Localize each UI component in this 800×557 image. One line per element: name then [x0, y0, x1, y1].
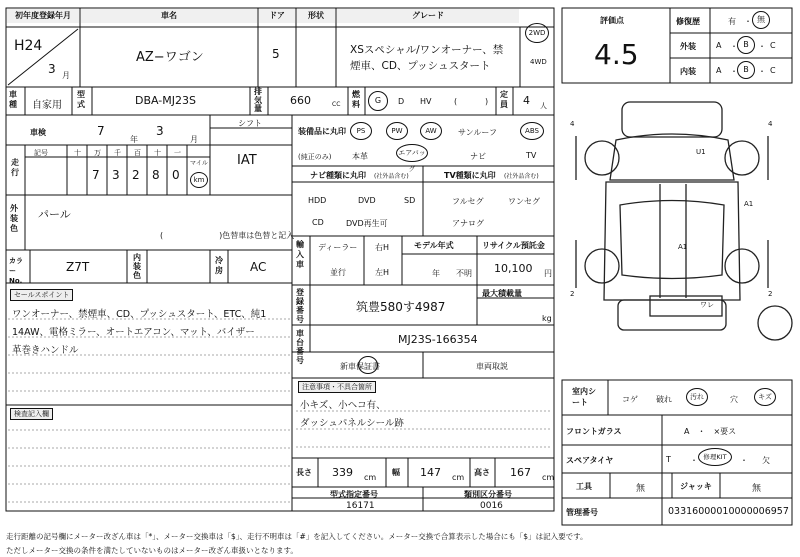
tv-sub: (社外品含む)	[504, 173, 539, 180]
class-no-value: 0016	[480, 501, 503, 511]
interior-seat-label: 室内シート	[572, 387, 596, 407]
exterior-color-value: パール	[38, 208, 71, 221]
tv-label: TV種類に丸印	[444, 171, 496, 180]
warranty-new: 新車保証書	[340, 362, 380, 371]
seat-tear: 破れ	[656, 395, 672, 404]
navi-cd: CD	[312, 218, 324, 227]
mileage-digit: 0	[172, 168, 180, 182]
navi-sub: (社外品含む)	[374, 173, 409, 180]
registration-value: 筑豊580す4987	[356, 300, 446, 314]
repair-yes: 有	[728, 17, 736, 26]
spare-t: T	[666, 455, 671, 464]
ac-value: AC	[250, 260, 267, 274]
place-label-ten-man: 十	[74, 149, 81, 157]
spare-sep: ・	[690, 456, 698, 465]
grade-label: グレード	[337, 9, 519, 23]
equipment-sub: (純正のみ)	[298, 153, 332, 161]
type-no-value: 16171	[346, 501, 375, 511]
car-name: AZ−ワゴン	[136, 50, 204, 65]
shape-label: 形状	[297, 9, 335, 23]
sales-point-line: 革巻きハンドル	[12, 345, 79, 356]
mileage-digit: 2	[132, 168, 140, 182]
inspector-label: 検査記入欄	[10, 408, 53, 420]
note-line: ダッシュパネルシール跡	[300, 418, 404, 429]
mileage-unit-mile: マイル	[190, 160, 208, 167]
equip-abs-circled: ABS	[520, 122, 544, 140]
diagram-corner-label: 4	[570, 120, 575, 128]
warranty-manual: 車両取説	[476, 362, 508, 371]
equip-sunroof: サンルーフ	[458, 128, 497, 137]
footer-note-line: 走行距離の記号欄にメーター改ざん車は「*」、メーター交換車は「$」、走行不明車は「#」を記入してください。メーター交換で合算表示した場合にも「$」は記入要です。	[6, 532, 588, 541]
exterior-color-label: 外装色	[10, 204, 18, 233]
diagram-corner-label: 4	[768, 120, 773, 128]
damage-mark-u1: U1	[696, 148, 706, 156]
sales-points-label: セールスポイント	[10, 289, 73, 301]
damage-mark-a1: A1	[744, 200, 754, 208]
recycle-value: 10,100	[494, 262, 533, 275]
equip-ps-circled: PS	[350, 122, 372, 140]
length-value: 339	[332, 466, 353, 479]
length-unit: cm	[364, 473, 377, 482]
repair-history-label: 修復歴	[676, 17, 700, 26]
ext-grade-c: C	[770, 41, 776, 50]
mgmt-no-label: 管理番号	[566, 508, 598, 517]
first-reg-month: 3	[48, 62, 56, 76]
int-grade-sep: ・	[758, 67, 766, 76]
first-reg-era-year: H24	[14, 38, 43, 54]
interior-grade-label: 内装	[680, 67, 696, 76]
width-value: 147	[420, 466, 441, 479]
mileage-digit: 7	[92, 168, 100, 182]
inspection-label: 車検	[30, 128, 46, 137]
registration-label: 登録番号	[296, 288, 304, 324]
mileage-label: 走行	[11, 158, 19, 177]
tools-label: 工具	[576, 482, 592, 491]
import-dealer: ディーラー	[318, 243, 358, 252]
shift-value: IAT	[237, 153, 257, 168]
import-rh: 右H	[375, 243, 390, 252]
sales-point-line: 14AW、電格ミラー、オートエアコン、マット、バイザー	[12, 327, 255, 338]
equip-airbag-circled: エアバッグ	[396, 144, 428, 162]
damage-mark-a1: A1	[678, 243, 688, 251]
place-label-ichi: 一	[174, 149, 181, 157]
int-grade-sep: ・	[730, 67, 738, 76]
spare-sep: ・	[740, 456, 748, 465]
place-label-sen: 千	[114, 149, 121, 157]
import-lh: 左H	[375, 268, 390, 277]
fuel-d: D	[398, 97, 405, 106]
recycle-label: リサイクル預託金	[482, 241, 545, 250]
equipment-label: 装備品に丸印	[298, 127, 346, 136]
grade-line-2: 煙車、CD、プッシュスタート	[350, 60, 491, 72]
score-value: 4.5	[594, 38, 639, 71]
mileage-unit-km-circled: km	[190, 172, 208, 188]
jack-label: ジャッキ	[680, 482, 712, 491]
width-label: 幅	[392, 468, 400, 477]
chassis-label: 車台番号	[296, 329, 304, 365]
color-no-label: カラーNo.	[9, 257, 23, 285]
inspection-year-unit: 年	[130, 135, 138, 144]
type-no-label: 型式指定番号	[330, 490, 378, 499]
ext-grade-sep: ・	[758, 42, 766, 51]
car-name-label: 車名	[81, 9, 257, 23]
ext-grade-sep: ・	[730, 42, 738, 51]
usage-label: 車種	[9, 90, 17, 109]
seat-hole: 穴	[730, 395, 738, 404]
tools-value: 無	[636, 484, 646, 494]
int-grade-c: C	[770, 66, 776, 75]
fuel-paren-open: (	[454, 97, 458, 106]
spare-tire-label: スペアタイヤ	[566, 456, 614, 465]
windshield-options: A ・ ×要ス	[684, 427, 737, 436]
windshield-label: フロントガラス	[566, 427, 622, 436]
capacity-unit: 人	[540, 102, 547, 110]
height-label: 高さ	[474, 468, 490, 477]
ext-grade-a: A	[716, 41, 722, 50]
equip-navi: ナビ	[470, 152, 486, 161]
capacity-value: 4	[523, 94, 530, 107]
ac-label: 冷房	[215, 256, 223, 275]
class-no-label: 類別区分番号	[464, 490, 512, 499]
fuel-paren-close: )	[485, 97, 489, 106]
spare-missing: 欠	[762, 456, 770, 465]
place-label-juu: 十	[154, 149, 161, 157]
length-label: 長さ	[296, 468, 312, 477]
spare-repair-kit-circled: 修理KIT	[698, 448, 732, 466]
drive-4wd: 4WD	[530, 58, 547, 66]
tv-oneseg: ワンセグ	[508, 197, 540, 206]
model-label: 型式	[77, 90, 85, 109]
model-year-unknown: 不明	[456, 269, 472, 278]
usage-value: 自家用	[32, 100, 62, 111]
exterior-grade-label: 外装	[680, 42, 696, 51]
navi-hdd: HDD	[308, 196, 327, 205]
displacement-value: 660	[290, 94, 311, 107]
model-year-unit: 年	[432, 269, 440, 278]
max-load-unit: kg	[542, 314, 552, 323]
tv-analog: アナログ	[452, 219, 484, 228]
mileage-mark-label: 記号	[34, 149, 48, 157]
displacement-unit: CC	[332, 101, 341, 108]
drive-2wd-circled: 2WD	[525, 23, 549, 43]
door-label: ドア	[259, 9, 295, 23]
inspection-month-unit: 月	[190, 135, 198, 144]
place-label-hyaku: 百	[134, 149, 141, 157]
navi-dvd-play: DVD再生可	[346, 219, 388, 228]
navi-label: ナビ種類に丸印	[310, 171, 366, 180]
height-unit: cm	[542, 473, 555, 482]
height-value: 167	[510, 466, 531, 479]
int-grade-a: A	[716, 66, 722, 75]
jack-value: 無	[752, 484, 762, 494]
door-count: 5	[272, 47, 280, 61]
damage-mark-crack: ワレ	[700, 301, 714, 309]
sales-point-line: ワンオーナー、禁煙車、CD、プッシュスタート、ETC、純1	[12, 309, 267, 320]
grade-line-1: XSスペシャル/ワンオーナー、禁	[350, 44, 504, 56]
fuel-g-circled: G	[368, 91, 388, 111]
tv-fullseg: フルセグ	[452, 197, 484, 206]
seat-scratch-circled: キズ	[754, 388, 776, 406]
color-no-value: Z7T	[66, 260, 90, 274]
chassis-value: MJ23S-166354	[398, 333, 478, 346]
equip-leather: 本革	[352, 152, 368, 161]
mileage-digit: 3	[112, 168, 120, 182]
int-grade-b-circled: B	[737, 61, 755, 79]
notes-label: 注意事項・不具合箇所	[298, 381, 376, 393]
capacity-label: 定員	[500, 90, 508, 109]
interior-color-label: 内装色	[133, 253, 141, 280]
recycle-unit: 円	[544, 269, 552, 278]
seat-stain-circled: 汚れ	[686, 388, 708, 406]
first-reg-label: 初年度登録年月	[7, 9, 79, 23]
inspection-month: 3	[156, 124, 164, 138]
model-year-label: モデル年式	[414, 241, 454, 250]
score-label: 評価点	[600, 16, 624, 25]
car-damage-diagram	[576, 102, 792, 340]
place-label-man: 万	[94, 149, 101, 157]
shift-label: シフト	[238, 119, 262, 128]
import-parallel: 並行	[330, 268, 346, 277]
mgmt-no-value: 03316000010000006957	[668, 506, 789, 517]
note-line: 小キズ、小ヘコ有、	[300, 400, 386, 411]
diagram-corner-label: 2	[570, 290, 575, 298]
inspection-year: 7	[97, 124, 105, 138]
repair-sep: ・	[744, 17, 752, 26]
seat-burn: コゲ	[622, 395, 638, 404]
ext-grade-b-circled: B	[737, 36, 755, 54]
first-reg-month-unit: 月	[62, 71, 70, 80]
import-label: 輸入車	[296, 240, 304, 269]
repaint-note: ( )色替車は色替と記入	[160, 231, 295, 240]
mileage-digit: 8	[152, 168, 160, 182]
footer-note-line: ただしメーター交換の条件を満たしていないものはメーター改ざん車扱いとなります。	[6, 546, 298, 555]
equip-tv: TV	[526, 151, 537, 160]
equip-pw-circled: PW	[386, 122, 408, 140]
width-unit: cm	[452, 473, 465, 482]
max-load-label: 最大積載量	[482, 289, 522, 298]
displacement-label: 排気量	[254, 87, 262, 113]
equip-aw-circled: AW	[420, 122, 442, 140]
navi-sd: SD	[404, 196, 416, 205]
navi-dvd: DVD	[358, 196, 376, 205]
fuel-label: 燃料	[352, 90, 360, 109]
warranty-circle	[358, 356, 378, 374]
fuel-hv: HV	[420, 97, 432, 106]
model-value: DBA-MJ23S	[135, 94, 196, 107]
diagram-corner-label: 2	[768, 290, 773, 298]
repair-none-circled: 無	[752, 11, 770, 29]
